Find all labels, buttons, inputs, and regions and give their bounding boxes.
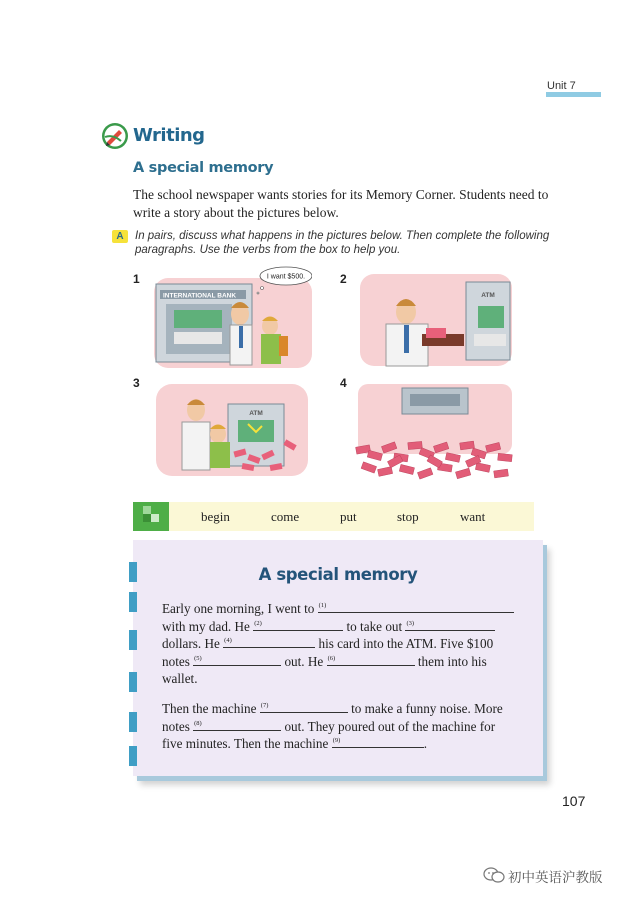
blank-3[interactable]: (3): [405, 618, 495, 631]
blank-7[interactable]: (7): [260, 700, 348, 713]
card-tab: [129, 630, 137, 650]
blank-8[interactable]: (8): [193, 718, 281, 731]
verb-come: come: [271, 509, 300, 524]
picture-3-illustration: [152, 380, 312, 480]
blank-1[interactable]: (1): [318, 600, 514, 613]
intro-text: The school newspaper wants stories for its Memory Corner. Students need to write a story about the pictures below.: [133, 187, 549, 220]
section-subtitle: A special memory: [133, 160, 274, 176]
page-number: 107: [562, 793, 586, 809]
picture-number-1: 1: [133, 272, 140, 286]
atm-sign: ATM: [249, 410, 263, 417]
unit-bar: [546, 92, 601, 97]
blank-2[interactable]: (2): [253, 618, 343, 631]
card-tab: [129, 746, 137, 766]
card-tab: [129, 672, 137, 692]
task-letter-badge: A: [112, 230, 128, 243]
picture-4-illustration: [352, 384, 520, 486]
memory-card: [133, 540, 543, 776]
verb-put: put: [340, 509, 357, 524]
blank-6[interactable]: (6): [327, 653, 415, 666]
verb-stop: stop: [397, 509, 419, 524]
card-tab: [129, 592, 137, 612]
picture-2-illustration: [356, 270, 516, 370]
pen-icon: [101, 122, 129, 150]
verb-box-accent: [133, 502, 169, 531]
picture-1-illustration: [152, 266, 312, 370]
wechat-icon: [483, 867, 505, 883]
atm-sign: ATM: [481, 292, 495, 299]
blank-9[interactable]: (9): [332, 735, 424, 748]
speech-bubble: I want $500.: [266, 273, 306, 281]
watermark: 初中英语沪教版: [508, 870, 603, 886]
verb-want: want: [460, 509, 486, 524]
blank-5[interactable]: (5): [193, 653, 281, 666]
unit-label: Unit 7: [547, 80, 576, 92]
picture-number-4: 4: [340, 376, 347, 390]
bank-sign: INTERNATIONAL BANK: [163, 292, 237, 300]
story-paragraph-1: Early one morning, I went to (1) with my dad. He (2) to take out (3) dollars. He (4) his card into the ATM. Five $100 notes (5) out. He (6) them into his wallet.: [162, 600, 532, 688]
picture-number-2: 2: [340, 272, 347, 286]
picture-number-3: 3: [133, 376, 140, 390]
verb-begin: begin: [201, 509, 230, 524]
verb-box: [133, 502, 534, 531]
task-instructions: In pairs, discuss what happens in the pictures below. Then complete the following paragraphs. Use the verbs from the box to help you.: [135, 230, 550, 256]
blank-4[interactable]: (4): [223, 635, 315, 648]
card-title: A special memory: [258, 565, 418, 584]
section-title: Writing: [133, 125, 205, 146]
story-paragraph-2: Then the machine (7) to make a funny noise. More notes (8) out. They poured out of the machine for five minutes. Then the machine (9) .: [162, 701, 503, 751]
card-tab: [129, 712, 137, 732]
